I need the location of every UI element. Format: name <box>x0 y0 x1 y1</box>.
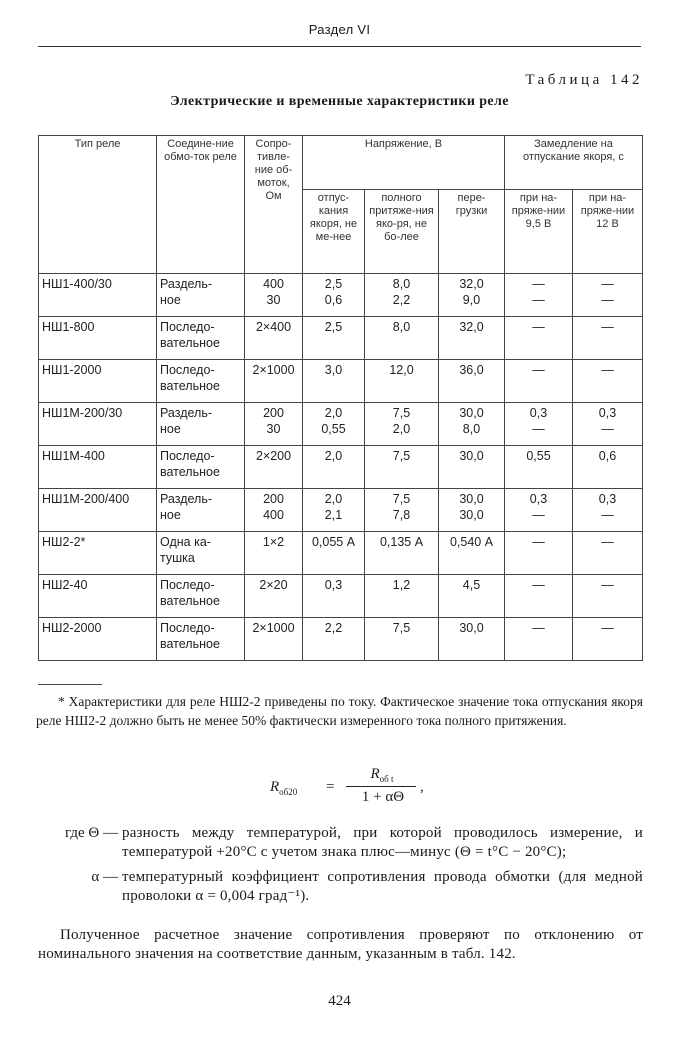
cell-delay-12v <box>573 274 643 317</box>
table-row <box>39 532 643 575</box>
cell-line: 32,0 <box>459 277 484 291</box>
header-voltage: Напряжение, В <box>303 136 505 190</box>
section-header: Раздел VI <box>308 22 371 37</box>
cell-line: 0,3 <box>529 492 548 506</box>
cell-line: — <box>601 535 614 549</box>
cell-delay-12v <box>573 575 643 618</box>
cell-line: — <box>532 363 545 377</box>
cell-resistance <box>245 446 303 489</box>
cell-line: Последо- <box>160 320 215 334</box>
cell-line: 7,8 <box>392 508 411 522</box>
cell-line: — <box>601 293 614 307</box>
cell-line: тушка <box>160 551 195 565</box>
cell-release-voltage <box>303 360 365 403</box>
cell-release-voltage <box>303 618 365 661</box>
cell-line: 36,0 <box>459 363 484 377</box>
cell-relay-type: НШ2-40 <box>39 575 157 618</box>
formula-numerator: $R_{об t}$ <box>370 766 394 784</box>
cell-resistance <box>245 317 303 360</box>
cell-line: 8,0 <box>392 277 411 291</box>
cell-line: 2×400 <box>255 320 292 334</box>
cell-relay-type: НШ1-2000 <box>39 360 157 403</box>
cell-line: 30,0 <box>459 621 484 635</box>
table-row <box>39 489 643 532</box>
cell-release-voltage <box>303 446 365 489</box>
cell-pull-voltage <box>365 618 439 661</box>
cell-line: вательное <box>160 465 220 479</box>
cell-line: Одна ка- <box>160 535 211 549</box>
cell-overload-voltage <box>439 317 505 360</box>
cell-line: — <box>532 535 545 549</box>
cell-line: вательное <box>160 336 220 350</box>
cell-line: 0,55 <box>321 422 346 436</box>
cell-resistance <box>245 618 303 661</box>
footnote: * Характеристики для реле НШ2-2 приведены по току. Фактическое значение тока отпускания якоря реле НШ2-2 должно быть не менее 50% фактически измеренного тока полного притяжения. <box>36 694 643 728</box>
cell-relay-type: НШ1-800 <box>39 317 157 360</box>
cell-line: Раздель- <box>160 406 212 420</box>
cell-delay-9-5v <box>505 403 573 446</box>
table-row <box>39 403 643 446</box>
cell-line: 0,135 А <box>379 535 424 549</box>
cell-line: Последо- <box>160 363 215 377</box>
body-paragraph: Полученное расчетное значение сопротивления проверяют по отклонению от номинального значения на соответствие данным, указанным в табл. 142. <box>38 927 643 962</box>
formula-equals: = <box>326 779 335 795</box>
cell-line: Последо- <box>160 449 215 463</box>
cell-line: 7,5 <box>392 406 411 420</box>
cell-line: — <box>601 508 614 522</box>
cell-pull-voltage <box>365 317 439 360</box>
table-row <box>39 446 643 489</box>
definition-theta <box>38 824 643 862</box>
header-release: отпус-кания якоря, не ме-нее <box>303 190 365 274</box>
cell-overload-voltage <box>439 489 505 532</box>
cell-line: — <box>532 621 545 635</box>
cell-line: 2×1000 <box>252 363 295 377</box>
footnote-rule <box>38 684 102 685</box>
cell-line: вательное <box>160 379 220 393</box>
table-row <box>39 360 643 403</box>
cell-line: 1×2 <box>262 535 285 549</box>
cell-line: ное <box>160 422 181 436</box>
cell-line: — <box>601 621 614 635</box>
cell-overload-voltage <box>439 532 505 575</box>
cell-overload-voltage <box>439 403 505 446</box>
cell-line: 0,3 <box>529 406 548 420</box>
cell-line: 2×20 <box>259 578 288 592</box>
cell-line: 2,0 <box>324 449 343 463</box>
cell-pull-voltage <box>365 360 439 403</box>
cell-line: 7,5 <box>392 621 411 635</box>
cell-line: 12,0 <box>389 363 414 377</box>
formula <box>270 766 470 816</box>
cell-line: 2,2 <box>392 293 411 307</box>
table-title: Электрические и временные характеристики реле <box>170 94 509 109</box>
cell-overload-voltage <box>439 618 505 661</box>
cell-line: — <box>532 320 545 334</box>
cell-line: 2,0 <box>392 422 411 436</box>
cell-line: 9,0 <box>462 293 481 307</box>
cell-relay-type: НШ2-2000 <box>39 618 157 661</box>
cell-release-voltage <box>303 489 365 532</box>
cell-connection <box>157 274 245 317</box>
cell-line: 0,3 <box>324 578 343 592</box>
cell-connection <box>157 403 245 446</box>
cell-line: ное <box>160 293 181 307</box>
cell-connection <box>157 446 245 489</box>
cell-delay-12v <box>573 317 643 360</box>
relay-characteristics-table <box>38 135 643 661</box>
cell-resistance <box>245 403 303 446</box>
cell-line: 1,2 <box>392 578 411 592</box>
header-pull: полного притяже-ния яко-ря, не бо-лее <box>365 190 439 274</box>
header-overload: пере-грузки <box>439 190 505 274</box>
cell-line: 200 <box>263 492 284 506</box>
cell-line: 4,5 <box>462 578 481 592</box>
cell-line: 400 <box>263 508 284 522</box>
formula-comma: , <box>420 779 424 795</box>
cell-resistance <box>245 489 303 532</box>
cell-delay-12v <box>573 532 643 575</box>
header-connection: Соедине-ние обмо-ток реле <box>157 136 245 274</box>
cell-line: Раздель- <box>160 277 212 291</box>
cell-connection <box>157 360 245 403</box>
cell-line: 30,0 <box>459 508 484 522</box>
cell-line: — <box>532 293 545 307</box>
cell-line: 0,540 А <box>449 535 494 549</box>
definition-symbol: α — <box>91 869 118 885</box>
cell-line: 0,3 <box>598 492 617 506</box>
cell-resistance <box>245 532 303 575</box>
cell-line: 0,6 <box>324 293 343 307</box>
cell-overload-voltage <box>439 575 505 618</box>
cell-line: 2,0 <box>324 492 343 506</box>
cell-line: 30,0 <box>459 492 484 506</box>
table-row <box>39 618 643 661</box>
cell-overload-voltage <box>439 360 505 403</box>
cell-pull-voltage <box>365 575 439 618</box>
cell-line: Раздель- <box>160 492 212 506</box>
cell-line: 30,0 <box>459 449 484 463</box>
cell-relay-type: НШ1-400/30 <box>39 274 157 317</box>
cell-line: 30,0 <box>459 406 484 420</box>
cell-release-voltage <box>303 575 365 618</box>
cell-overload-voltage <box>439 446 505 489</box>
cell-relay-type: НШ1М-200/400 <box>39 489 157 532</box>
cell-line: 3,0 <box>324 363 343 377</box>
cell-line: 32,0 <box>459 320 484 334</box>
cell-line: ное <box>160 508 181 522</box>
cell-resistance <box>245 575 303 618</box>
cell-line: 0,3 <box>598 406 617 420</box>
cell-release-voltage <box>303 317 365 360</box>
cell-pull-voltage <box>365 403 439 446</box>
table-row <box>39 317 643 360</box>
cell-release-voltage <box>303 403 365 446</box>
cell-line: — <box>532 277 545 291</box>
cell-line: 30 <box>266 422 281 436</box>
cell-delay-9-5v <box>505 360 573 403</box>
cell-pull-voltage <box>365 489 439 532</box>
cell-line: Последо- <box>160 578 215 592</box>
cell-relay-type: НШ2-2* <box>39 532 157 575</box>
cell-line: 2,1 <box>324 508 343 522</box>
definitions <box>38 824 643 912</box>
definition-text: разность между температурой, при которой проводилось измерение, и температурой +20°С с учетом знака плюс—минус (Θ = t°С − 20°С); <box>122 825 643 860</box>
cell-line: — <box>601 578 614 592</box>
table-body <box>39 274 643 661</box>
page-number: 424 <box>328 993 351 1009</box>
cell-pull-voltage <box>365 274 439 317</box>
header-at-9-5v: при на-пряже-нии 9,5 В <box>505 190 573 274</box>
definition-alpha <box>38 868 643 906</box>
cell-line: 0,6 <box>598 449 617 463</box>
cell-delay-12v <box>573 360 643 403</box>
cell-delay-9-5v <box>505 618 573 661</box>
cell-resistance <box>245 274 303 317</box>
cell-line: — <box>601 320 614 334</box>
cell-delay-12v <box>573 403 643 446</box>
cell-overload-voltage <box>439 274 505 317</box>
cell-line: 2,0 <box>324 406 343 420</box>
cell-delay-9-5v <box>505 317 573 360</box>
cell-line: Последо- <box>160 621 215 635</box>
cell-line: 2,5 <box>324 320 343 334</box>
header-delay: Замедление на отпускание якоря, с <box>505 136 643 190</box>
cell-line: — <box>601 422 614 436</box>
cell-line: 0,55 <box>526 449 551 463</box>
cell-delay-12v <box>573 446 643 489</box>
cell-connection <box>157 575 245 618</box>
cell-line: 30 <box>266 293 281 307</box>
cell-delay-9-5v <box>505 489 573 532</box>
table-label: Таблица 142 <box>525 72 643 88</box>
cell-line: 7,5 <box>392 492 411 506</box>
cell-line: — <box>532 508 545 522</box>
cell-delay-12v <box>573 489 643 532</box>
cell-connection <box>157 618 245 661</box>
cell-release-voltage <box>303 532 365 575</box>
cell-connection <box>157 317 245 360</box>
cell-delay-9-5v <box>505 575 573 618</box>
cell-line: 7,5 <box>392 449 411 463</box>
header-rule <box>38 46 641 47</box>
cell-line: 400 <box>263 277 284 291</box>
cell-relay-type: НШ1М-200/30 <box>39 403 157 446</box>
header-at-12v: при на-пряже-нии 12 В <box>573 190 643 274</box>
cell-connection <box>157 532 245 575</box>
cell-resistance <box>245 360 303 403</box>
header-resistance: Сопро-тивле-ние об-моток, Ом <box>245 136 303 274</box>
cell-line: 200 <box>263 406 284 420</box>
cell-line: — <box>532 578 545 592</box>
cell-line: 0,055 А <box>311 535 356 549</box>
header-type: Тип реле <box>39 136 157 274</box>
cell-connection <box>157 489 245 532</box>
table-row <box>39 274 643 317</box>
cell-line: 8,0 <box>462 422 481 436</box>
cell-line: — <box>601 277 614 291</box>
cell-line: 2×1000 <box>252 621 295 635</box>
cell-pull-voltage <box>365 532 439 575</box>
cell-line: 8,0 <box>392 320 411 334</box>
definition-text: температурный коэффициент сопротивления провода обмотки (для медной проволоки α = 0,004 град⁻¹). <box>122 869 643 904</box>
cell-line: — <box>532 422 545 436</box>
definition-symbol: где Θ — <box>64 825 118 841</box>
cell-delay-12v <box>573 618 643 661</box>
cell-line: вательное <box>160 594 220 608</box>
cell-delay-9-5v <box>505 532 573 575</box>
formula-lhs: $R_{об20}$ <box>270 779 298 797</box>
cell-pull-voltage <box>365 446 439 489</box>
cell-release-voltage <box>303 274 365 317</box>
cell-line: 2×200 <box>255 449 292 463</box>
cell-delay-9-5v <box>505 446 573 489</box>
cell-line: — <box>601 363 614 377</box>
formula-denominator: 1 + αΘ <box>361 789 405 805</box>
cell-line: вательное <box>160 637 220 651</box>
cell-line: 2,2 <box>324 621 343 635</box>
cell-delay-9-5v <box>505 274 573 317</box>
cell-relay-type: НШ1М-400 <box>39 446 157 489</box>
cell-line: 2,5 <box>324 277 343 291</box>
fraction-bar <box>346 786 416 787</box>
table-row <box>39 575 643 618</box>
